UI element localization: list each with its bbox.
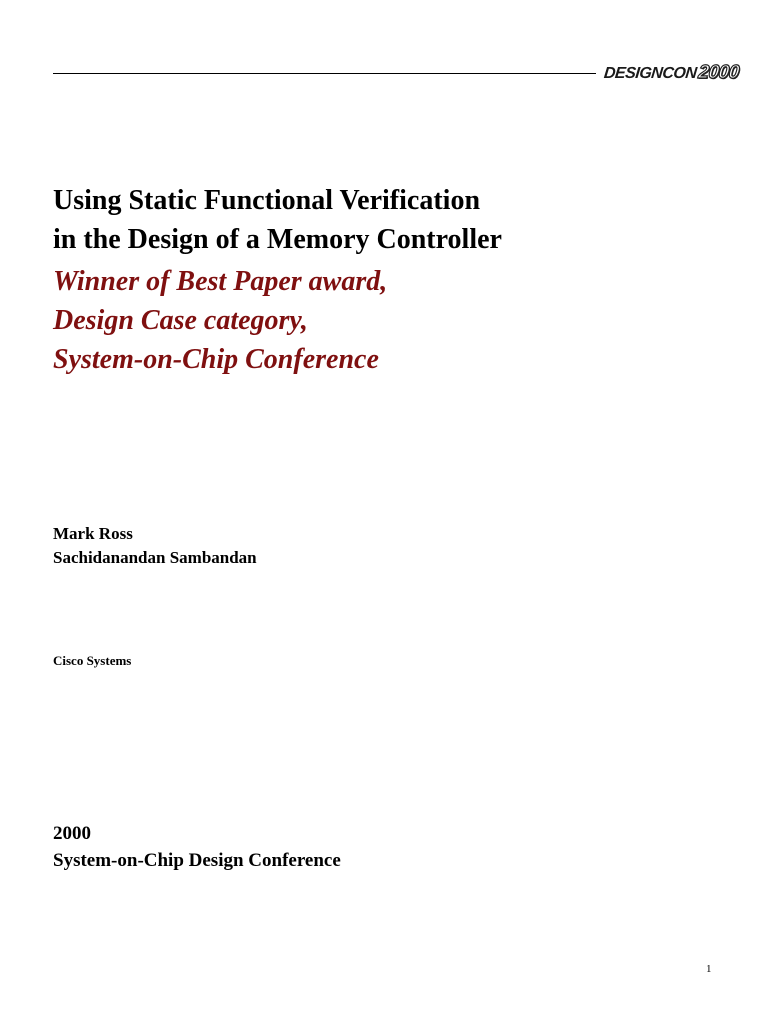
conference-name: System-on-Chip Design Conference [53, 850, 341, 871]
author-name: Mark Ross [53, 524, 133, 543]
page-number: 1 [706, 963, 712, 975]
designcon-logo [603, 62, 740, 84]
award-line-3: System-on-Chip Conference [53, 344, 379, 375]
logo-year: 2000 [697, 62, 740, 83]
award-notice [53, 262, 387, 379]
header-rule [53, 73, 596, 74]
award-line-1: Winner of Best Paper award, [53, 266, 388, 297]
paper-title [53, 181, 502, 259]
conference-info [53, 820, 341, 874]
author-list [53, 522, 257, 570]
paper-title-line-2: in the Design of a Memory Controller [53, 224, 502, 255]
paper-title-line-1: Using Static Functional Verification [53, 185, 481, 216]
logo-con-text: CON [661, 65, 698, 82]
award-line-2: Design Case category, [53, 305, 308, 336]
conference-year: 2000 [53, 823, 91, 844]
affiliation: Cisco Systems [53, 653, 132, 668]
author-name: Sachidanandan Sambandan [53, 548, 257, 567]
logo-design-text: DESIGN [603, 65, 664, 82]
